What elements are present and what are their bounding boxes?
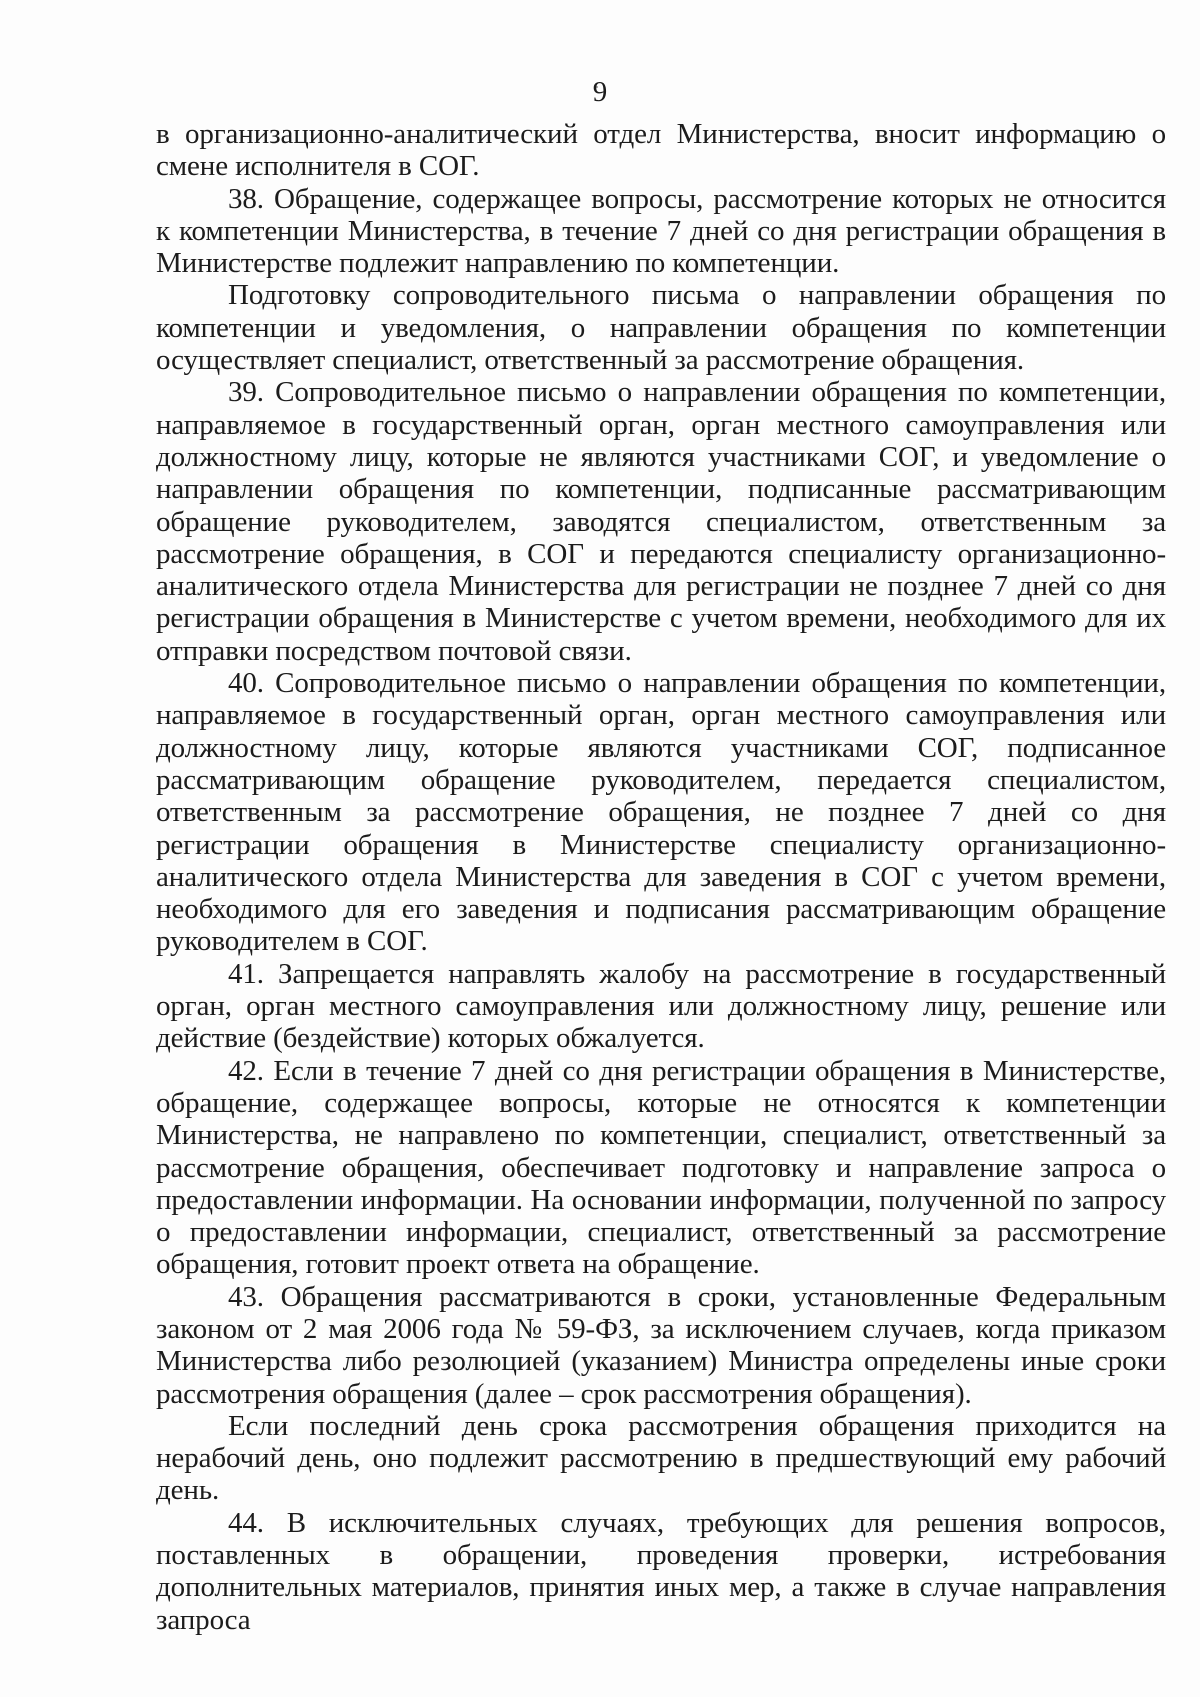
paragraph-42: 42. Если в течение 7 дней со дня регистрации обращения в Министерстве, обращение, содержащее вопросы, которые не относятся к компетенции Министерства, не направлено по компетенции, специалист, ответственный за рассмотрение обращения, обеспечивает подготовку и направление запроса о предоставлении информации. На основании информации, полученной по запросу о предоставлении информации, специалист, ответственный за рассмотрение обращения, готовит проект ответа на обращение. xyxy=(156,1054,1166,1281)
document-body xyxy=(156,118,1166,1636)
paragraph-44: 44. В исключительных случаях, требующих для решения вопросов, поставленных в обращении, проведения проверки, истребования дополнительных материалов, принятия иных мер, а также в случае направления запроса xyxy=(156,1506,1166,1636)
page-number: 9 xyxy=(592,76,608,108)
paragraph-39: 39. Сопроводительное письмо о направлении обращения по компетенции, направляемое в государственный орган, орган местного самоуправления или должностному лицу, которые не являются участниками СОГ, и уведомление о направлении обращения по компетенции, подписанные рассматривающим обращение руководителем, заводятся специалистом, ответственным за рассмотрение обращения, в СОГ и передаются специалисту организационно-аналитического отдела Министерства для регистрации не позднее 7 дней со дня регистрации обращения в Министерстве с учетом времени, необходимого для их отправки посредством почтовой связи. xyxy=(156,376,1166,667)
paragraph-43: 43. Обращения рассматриваются в сроки, установленные Федеральным законом от 2 мая 2006 года № 59-ФЗ, за исключением случаев, когда приказом Министерства либо резолюцией (указанием) Министра определены иные сроки рассмотрения обращения (далее – срок рассмотрения обращения). xyxy=(156,1280,1166,1410)
paragraph-38: 38. Обращение, содержащее вопросы, рассмотрение которых не относится к компетенции Министерства, в течение 7 дней со дня регистрации обращения в Министерстве подлежит направлению по компетенции. xyxy=(156,182,1166,280)
paragraph-38-preparation: Подготовку сопроводительного письма о направлении обращения по компетенции и уведомления, о направлении обращения по компетенции осуществляет специалист, ответственный за рассмотрение обращения. xyxy=(156,279,1166,377)
paragraph-40: 40. Сопроводительное письмо о направлении обращения по компетенции, направляемое в государственный орган, орган местного самоуправления или должностному лицу, которые являются участниками СОГ, подписанное рассматривающим обращение руководителем, передается специалистом, ответственным за рассмотрение обращения, не позднее 7 дней со дня регистрации обращения в Министерстве специалисту организационно-аналитического отдела Министерства для заведения в СОГ с учетом времени, необходимого для его заведения и подписания рассматривающим обращение руководителем в СОГ. xyxy=(156,667,1166,958)
paragraph-41: 41. Запрещается направлять жалобу на рассмотрение в государственный орган, орган местного самоуправления или должностному лицу, решение или действие (бездействие) которых обжалуется. xyxy=(156,957,1166,1055)
paragraph-43-deadline: Если последний день срока рассмотрения обращения приходится на нерабочий день, оно подлежит рассмотрению в предшествующий ему рабочий день. xyxy=(156,1409,1166,1507)
paragraph-continuation: в организационно-аналитический отдел Министерства, вносит информацию о смене исполнителя в СОГ. xyxy=(156,118,1166,183)
